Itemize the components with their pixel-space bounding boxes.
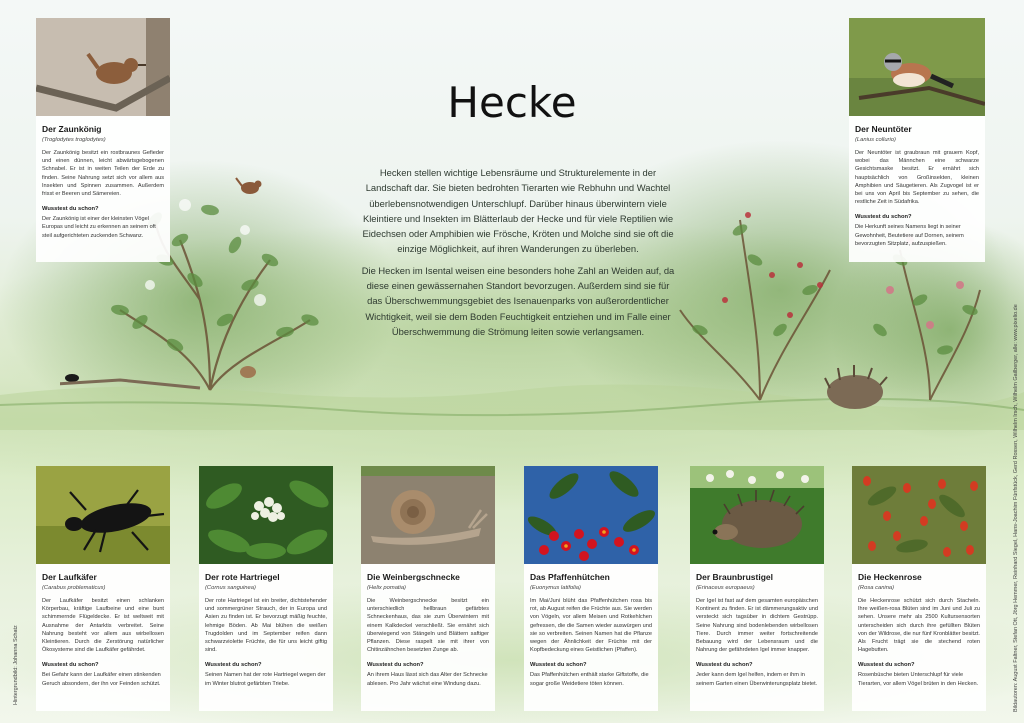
did-you-know-heading: Wusstest du schon?: [42, 662, 99, 669]
dogwood-photo: [199, 466, 333, 564]
card-latin-name: (Rosa canina): [858, 585, 895, 591]
card-neuntoeter: [849, 18, 985, 262]
did-you-know-text: Rosenbüsche bieten Unterschlupf für viele Tierarten, vor allem Vögel brüten in den Hecken.: [858, 672, 979, 687]
did-you-know-text: Jeder kann dem Igel helfen, indem er ihm in seinem Garten einen Überwinterungsplatz bietet.: [696, 672, 818, 687]
card-description: Im Mai/Juni blüht das Pfaffenhütchen rosa bis rot, ab August reifen die Früchte aus. Sie werden von Vögeln, vor allem Meisen und Rotkehlchen gefressen, die die Samen wieder auswürgen und sie so verbreiten. Seinen Namen hat die Pflanze wegen der Ähnlichkeit der Früchte mit der Kopfbedeckung eines Geistlichen (Pfaffen).: [530, 598, 652, 654]
intro-paragraph-1: Hecken stellen wichtige Lebensräume und Strukturelemente in der Landschaft dar. Sie bieten bedrohten Tierarten wie Rebhuhn und Wachtel überlebensnotwendigen Unterschlupf. Darüber hinaus überwintern viele Kleintiere und Insekten im Blätterlaub der Hecke und für viele Reptilien wie Eidechsen oder Amphibien wie Frösche, Kröten und Molche sind sie oft die einzige Möglichkeit, auf ihren Wanderungen zu überleben.: [362, 167, 674, 255]
card-title: Die Weinbergschnecke: [367, 572, 460, 582]
snail-photo: [361, 466, 495, 564]
card-latin-name: (Lanius collurio): [855, 137, 896, 143]
card-latin-name: (Erinaceus europaeus): [696, 585, 755, 591]
card-description: Der Zaunkönig besitzt ein rostbraunes Gefieder und einen dünnen, leicht abwärtsgebogenen Schnabel. Er ist in weiten Teilen der Erde zu finden. Seine Nahrung setzt sich vor allem aus Insekten und Spinnen zusammen. Außerdem frisst er Beeren und Sämereien.: [42, 150, 164, 198]
card-description: Der Laufkäfer besitzt einen schlanken Körperbau, kräftige Laufbeine und eine bunt schimmernde Flügeldecke. Er ist weltweit mit Ausnahme der Antarktis verbreitet. Seine Nahrung besteht vor allem aus wirbellosen Kleintieren. Durch die Zerstörung natürlicher Ökosysteme sind die Laufkäfer gefährdet.: [42, 598, 164, 654]
card-latin-name: (Helix pomatia): [367, 585, 406, 591]
hedgehog-illustration: [825, 365, 887, 409]
card-description: Der Igel ist fast auf dem gesamten europäischen Kontinent zu finden. Er ist dämmerungsaktiv und versteckt sich tagsüber in dichtem Gestrüpp. Seine Nahrung sind bodenlebenden wirbellosen Tiere. Durch immer weiter fortschreitende Bebauung wird der Lebensraum und die Nahrung der gefährdeten Igel immer knapper.: [696, 598, 818, 654]
did-you-know-heading: Wusstest du schon?: [530, 662, 587, 669]
card-laufkaefer: [36, 466, 170, 711]
beetle-photo: [36, 466, 170, 564]
rosehip-photo: [852, 466, 986, 564]
card-title: Das Pfaffenhütchen: [530, 572, 610, 582]
card-latin-name: (Troglodytes troglodytes): [42, 137, 106, 143]
did-you-know-text: Seinen Namen hat der rote Hartriegel wegen der im Winter blutrot gefärbten Triebe.: [205, 672, 326, 687]
hedgehog-photo: [690, 466, 824, 564]
card-zaunkoenig: [36, 18, 170, 262]
card-latin-name: (Euonymus latifolia): [530, 585, 581, 591]
card-description: Die Heckenrose schützt sich durch Stacheln. Ihre weißen-rosa Blüten sind im Juni und Juli zu sehen. Unsere mehr als 2500 Kultursensorten unterscheiden sich durch ihre gefüllten Blüten von der Wildrose, die nur fünf Kronblätter besitzt. Als Frucht trägt sie die stechend roten Hagebutten.: [858, 598, 980, 654]
card-heckenrose: [852, 466, 986, 711]
card-description: Der Neuntöter ist graubraun mit grauem Kopf, wobei das Männchen eine schwarze Gesichtsmaske besitzt. Er ernährt sich hauptsächlich von Großinsekten, kleinen Amphibien und Säugetieren. Als Zugvogel ist er bei uns von April bis September zu sehen, die restliche Zeit in Südafrika.: [855, 150, 979, 206]
card-description: Die Weinbergschnecke besitzt ein unterschiedlich hellbraun gefärbtes Schneckenhaus, das sie zum Überwintern mit einem Kalkdeckel verschließt. Sie ernährt sich überwiegend von Stängeln und Blättern saftiger Pflanzen. Diese raspelt sie mit ihrer von Chitinzähnchen besetzten Zunge ab.: [367, 598, 489, 654]
page-title: Hecke: [447, 78, 577, 127]
card-latin-name: (Carabus problematicus): [42, 585, 106, 591]
did-you-know-text: Die Herkunft seines Namens liegt in seiner Gewohnheit, Beutetiere auf Dornen, seinem bevorzugten Sitzplatz, aufzuspießen.: [855, 224, 964, 247]
card-title: Der rote Hartriegel: [205, 572, 280, 582]
card-braunbrustigel: [690, 466, 824, 711]
did-you-know-heading: Wusstest du schon?: [42, 206, 99, 213]
did-you-know-text: Der Zaunkönig ist einer der kleinsten Vögel Europas und leicht zu erkennen an seinem oft steil aufgerichteten zuckenden Schwanz.: [42, 216, 156, 239]
wren-on-branch-illustration: [236, 178, 262, 194]
did-you-know-text: An ihrem Haus lässt sich das Alter der Schnecke ablesen. Pro Jahr wächst eine Windung dazu.: [367, 672, 488, 687]
card-title: Die Heckenrose: [858, 572, 922, 582]
card-description: Der rote Hartriegel ist ein breiter, dichtstehender und sommergrüner Strauch, der in Europa und Asien zu finden ist. Er bevorzugt mäßig feuchte, lehmige Böden. Ab Mai blühen die weißen Trugdolden und im September reifen dann schwarzviolette Früchte, die für uns leicht giftig sind.: [205, 598, 327, 654]
intro-paragraph-2: Die Hecken im Isental weisen eine besonders hohe Zahl an Weiden auf, da diese einen gewässernahen Standort bevorzugen. Außerdem sind sie für das Überschwemmungsgebiet des Isenauenparks von außerordentlicher Wichtigkeit, weil sie dem Boden Feuchtigkeit entziehen und im Falle einer Überschwemmung die Strömung leiten sowie verlangsamen.: [361, 264, 675, 337]
card-weinbergschnecke: [361, 466, 495, 711]
card-title: Der Neuntöter: [855, 124, 912, 134]
card-title: Der Zaunkönig: [42, 124, 102, 134]
card-title: Der Laufkäfer: [42, 572, 97, 582]
did-you-know-heading: Wusstest du schon?: [696, 662, 753, 669]
card-title: Der Braunbrustigel: [696, 572, 773, 582]
did-you-know-heading: Wusstest du schon?: [855, 214, 912, 221]
did-you-know-heading: Wusstest du schon?: [205, 662, 262, 669]
card-hartriegel: [199, 466, 333, 711]
did-you-know-text: Das Pfaffenhütchen enthält starke Giftstoffe, die sogar große Weidetiere töten können.: [530, 672, 649, 687]
did-you-know-heading: Wusstest du schon?: [858, 662, 915, 669]
card-latin-name: (Cornus sanguinea): [205, 585, 256, 591]
background-credit: Hintergrundbild: Johanna Schatz: [13, 625, 19, 705]
card-pfaffenhuetchen: [524, 466, 658, 711]
shrike-photo: [849, 18, 985, 116]
photo-credits: Bildautoren: August Faltner, Stefan Ott, Jörg Hemmer, Reinhard Siegel, Hans-Joachim Fünfstück, Gerd Rossen, Wilhelm Irsch, Wilhelm Gailberger, alle: www.pixelio.de: [1013, 304, 1019, 712]
did-you-know-heading: Wusstest du schon?: [367, 662, 424, 669]
intro-text: [360, 165, 676, 345]
spindle-berries-photo: [524, 466, 658, 564]
did-you-know-text: Bei Gefahr kann der Laufkäfer einen stinkenden Geruch absondern, der ihn vor Feinden schützt.: [42, 672, 161, 687]
wren-photo: [36, 18, 170, 116]
